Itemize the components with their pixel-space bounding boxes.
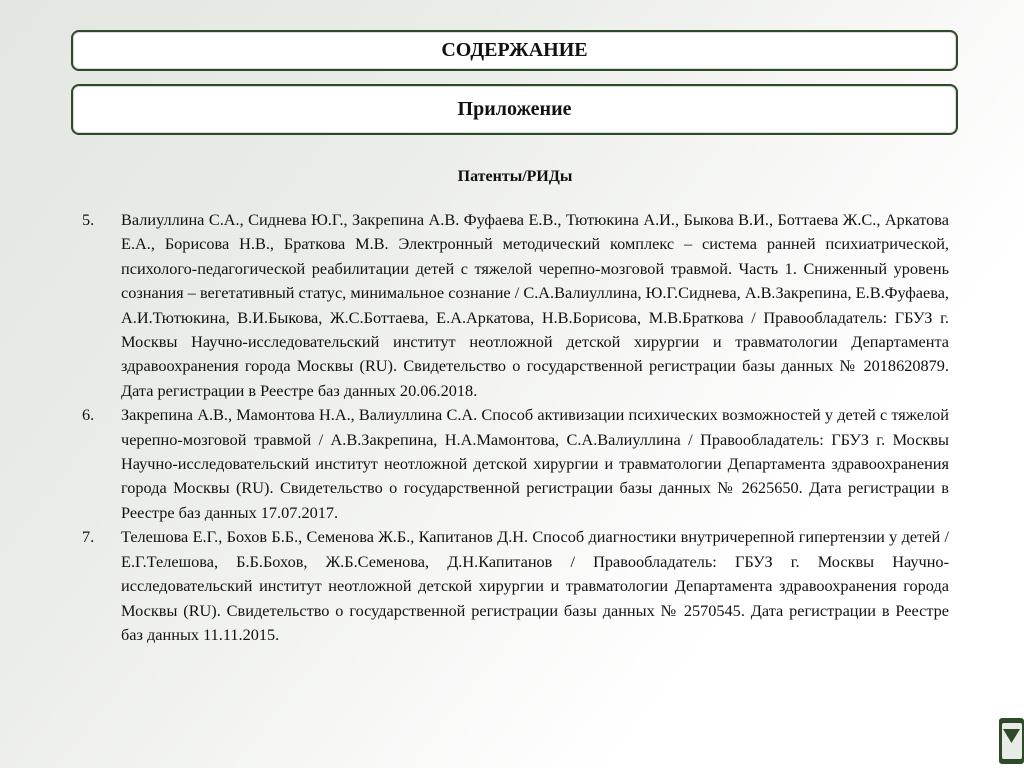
reference-item bbox=[80, 525, 949, 647]
reference-number: 6. bbox=[82, 405, 95, 425]
reference-number: 7. bbox=[82, 527, 95, 547]
triangle-down-icon bbox=[1000, 726, 1023, 746]
contents-title: СОДЕРЖАНИЕ bbox=[441, 39, 588, 61]
appendix-banner[interactable] bbox=[71, 84, 958, 135]
reference-item bbox=[80, 403, 949, 525]
reference-list bbox=[80, 208, 949, 647]
section-title: Патенты/РИДы bbox=[457, 168, 573, 185]
reference-text: Валиуллина С.А., Сиднева Ю.Г., Закрепина А.В. Фуфаева Е.В., Тютюкина А.И., Быкова В.И., Боттаева Ж.С., Аркатова Е.А., Борисова Н.В., Браткова М.В. Электронный методический комплекс – система ранней психиатрической, психолого-педагогической реабилитации детей с тяжелой черепно-мозговой травмой. Часть 1. Сниженный уровень сознания – вегетативный статус, минимальное сознание / С.А.Валиуллина, Ю.Г.Сиднева, А.В.Закрепина, Е.В.Фуфаева, А.И.Тютюкина, В.И.Быкова, Ж.С.Боттаева, Е.А.Аркатова, Н.В.Борисова, М.В.Браткова / Правообладатель: ГБУЗ г. Москвы Научно-исследовательский институт неотложной детской хирургии и травматологии Департамента здравоохранения города Москвы (RU). Свидетельство о государственной регистрации базы данных № 2018620879. Дата регистрации в Реестре баз данных 20.06.2018. bbox=[121, 210, 949, 400]
reference-item bbox=[80, 208, 949, 403]
next-page-button[interactable] bbox=[999, 718, 1024, 764]
reference-text: Закрепина А.В., Мамонтова Н.А., Валиуллина С.А. Способ активизации психических возможностей у детей с тяжелой черепно-мозговой травмой / А.В.Закрепина, Н.А.Мамонтова, С.А.Валиуллина / Правообладатель: ГБУЗ г. Москвы Научно-исследовательский институт неотложной детской хирургии и травматологии Департамента здравоохранения города Москвы (RU). Свидетельство о государственной регистрации базы данных № 2625650. Дата регистрации в Реестре баз данных 17.07.2017. bbox=[121, 405, 949, 522]
reference-number: 5. bbox=[82, 210, 95, 229]
reference-text: Телешова Е.Г., Бохов Б.Б., Семенова Ж.Б., Капитанов Д.Н. Способ диагностики внутричерепной гипертензии у детей / Е.Г.Телешова, Б.Б.Бохов, Ж.Б.Семенова, Д.Н.Капитанов / Правообладатель: ГБУЗ г. Москвы Научно-исследовательский институт неотложной детской хирургии и травматологии Департамента здравоохранения города Москвы (RU). Свидетельство о государственной регистрации базы данных № 2570545. Дата регистрации в Реестре баз данных 11.11.2015. bbox=[121, 527, 949, 644]
appendix-title: Приложение bbox=[457, 98, 572, 120]
contents-banner[interactable] bbox=[71, 30, 958, 71]
